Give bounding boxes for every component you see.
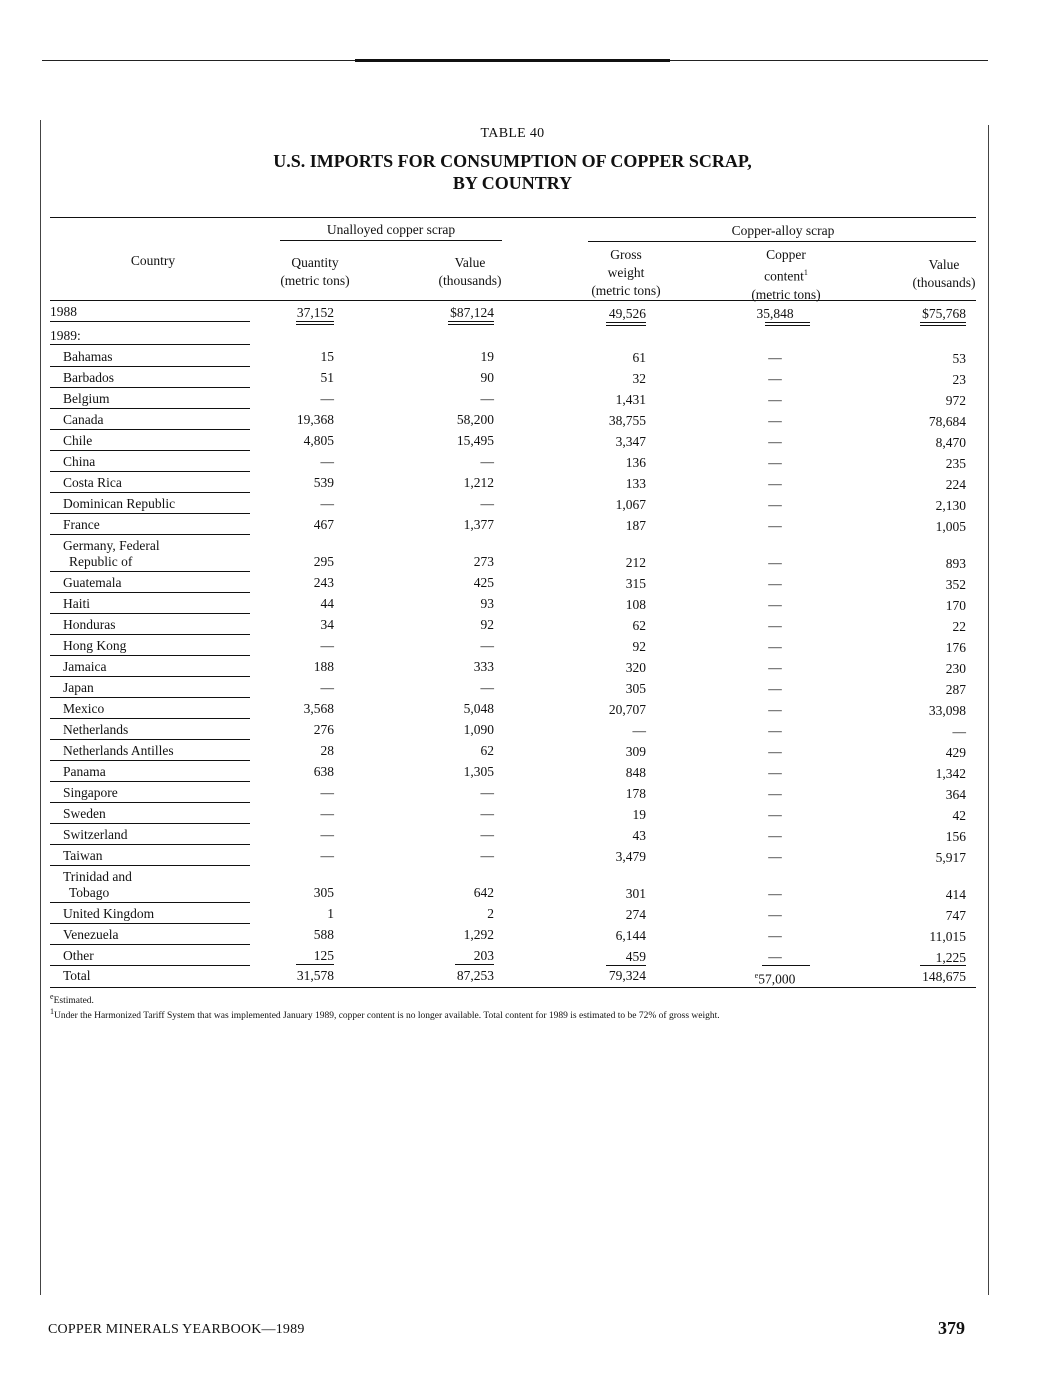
gross-weight-cell: 848 [625, 765, 646, 780]
alloy-group-header: Copper-alloy scrap [731, 223, 835, 238]
double-underline [606, 322, 646, 326]
copper-content-cell: — [768, 434, 782, 449]
gross-weight-cell: — [632, 723, 646, 738]
row-rule [50, 823, 250, 824]
country-name: Panama [63, 764, 106, 779]
copper-content-cell: — [768, 807, 782, 822]
quantity-cell: 34 [320, 617, 334, 632]
gross-weight-cell: 108 [625, 597, 646, 612]
country-name: Singapore [63, 785, 118, 800]
quantity-cell: — [320, 848, 334, 863]
quantity-header [265, 254, 365, 290]
row-rule [50, 408, 250, 409]
country-name: United Kingdom [63, 906, 155, 921]
total-label: Total [63, 968, 91, 983]
row-rule [50, 739, 250, 740]
gross-weight-cell: 32 [632, 371, 646, 386]
copper-content-cell: — [768, 618, 782, 633]
country-name: Netherlands Antilles [63, 743, 174, 758]
row-rule [50, 844, 250, 845]
country-name: Japan [63, 680, 94, 695]
quantity-cell: — [320, 827, 334, 842]
gross-weight-cell: 274 [625, 907, 646, 922]
country-name: China [63, 454, 96, 469]
copper-content-cell: — [768, 849, 782, 864]
footnote-estimated [50, 991, 94, 1007]
alloy-value-cell: 23 [952, 372, 966, 387]
copper-content-cell: — [768, 371, 782, 386]
copper-content-cell: — [768, 723, 782, 738]
quantity-cell: 125 [313, 948, 334, 963]
gross-weight-cell: 178 [625, 786, 646, 801]
total-content-value: 57,000 [758, 971, 796, 987]
country-name: Haiti [63, 596, 90, 611]
table-bottom-rule [50, 987, 976, 988]
value-cell: 1,377 [463, 517, 494, 532]
alloy-value-cell: 224 [945, 477, 966, 492]
alloy-value-cell: 414 [945, 887, 966, 902]
value-cell: 2 [487, 906, 494, 921]
alloy-group-rule [588, 241, 976, 242]
row-rule [50, 492, 250, 493]
row-1988-gross: 49,526 [608, 306, 646, 321]
alloy-value-cell: 156 [945, 829, 966, 844]
gross-weight-cell: 320 [625, 660, 646, 675]
alloy-value-cell: 8,470 [935, 435, 966, 450]
copper-content-cell: — [768, 786, 782, 801]
alloy-value-header [894, 256, 994, 292]
country-name: Netherlands [63, 722, 129, 737]
alloy-value-cell: 170 [945, 598, 966, 613]
alloy-value-cell: 33,098 [928, 703, 966, 718]
country-name: Hong Kong [63, 638, 127, 653]
alloy-value-cell: 11,015 [929, 929, 966, 944]
quantity-cell: 276 [313, 722, 334, 737]
country-name: Taiwan [63, 848, 103, 863]
country-name: Switzerland [63, 827, 128, 842]
alloy-value-cell: 78,684 [928, 414, 966, 429]
row-1988-label: 1988 [50, 304, 77, 319]
total-alloy-value: 148,675 [922, 969, 966, 984]
row-1988-content: 35,848 [756, 306, 794, 321]
total-gross: 79,324 [608, 968, 646, 983]
row-rule [50, 592, 250, 593]
country-name: Jamaica [63, 659, 107, 674]
value-cell: — [480, 785, 494, 800]
country-header: Country [130, 253, 176, 268]
alloy-value-cell: 42 [952, 808, 966, 823]
content-header-line2 [736, 264, 836, 286]
copper-content-cell: — [768, 518, 782, 533]
alloy-value-cell: 352 [945, 577, 966, 592]
value-cell: 1,090 [463, 722, 494, 737]
country-name: Other [63, 948, 94, 963]
alloy-value-cell: 1,225 [935, 950, 966, 965]
row-rule [50, 571, 250, 572]
alloy-value-cell: 972 [945, 393, 966, 408]
row-rule [50, 513, 250, 514]
unalloyed-group-rule [280, 240, 502, 241]
copper-content-cell: — [768, 597, 782, 612]
value-cell: — [480, 806, 494, 821]
value-cell: 1,292 [463, 927, 494, 942]
row-1988-quantity: 37,152 [296, 305, 334, 320]
gross-weight-cell: 3,347 [615, 434, 646, 449]
row-rule [50, 802, 250, 803]
value-header-line1: Value [454, 255, 486, 270]
row-rule [50, 902, 250, 903]
gross-weight-cell: 61 [632, 350, 646, 365]
row-rule [50, 718, 250, 719]
alloy-value-cell: 176 [945, 640, 966, 655]
alloy-value-cell: 230 [945, 661, 966, 676]
value-cell: 58,200 [456, 412, 494, 427]
row-rule [50, 366, 250, 367]
copper-content-cell: — [768, 639, 782, 654]
double-underline [765, 322, 810, 326]
estimated-mark: e [754, 971, 759, 980]
copper-content-cell: — [768, 350, 782, 365]
copper-content-cell: — [768, 576, 782, 591]
table-label: TABLE 40 [480, 126, 545, 141]
footnote-1-mark: 1 [50, 1007, 54, 1016]
double-underline [448, 321, 494, 325]
row-rule [50, 613, 250, 614]
right-margin-line [988, 125, 989, 1295]
country-name: Costa Rica [63, 475, 122, 490]
alloy-value-cell: 364 [945, 787, 966, 802]
quantity-cell: — [320, 806, 334, 821]
row-rule [50, 781, 250, 782]
copper-content-cell: — [768, 476, 782, 491]
quantity-header-line2: (metric tons) [280, 273, 350, 288]
value-cell: 90 [480, 370, 494, 385]
value-cell: 1,212 [463, 475, 494, 490]
alloy-value-cell: 5,917 [935, 850, 966, 865]
quantity-cell: — [320, 391, 334, 406]
double-underline [296, 321, 334, 325]
country-name: France [63, 517, 100, 532]
row-rule [50, 387, 250, 388]
alloy-value-cell: 2,130 [935, 498, 966, 513]
unalloyed-group-header: Unalloyed copper scrap [326, 222, 456, 237]
value-cell: 273 [473, 554, 494, 569]
publication-footer: COPPER MINERALS YEARBOOK—1989 [48, 1322, 305, 1337]
gross-weight-cell: 92 [632, 639, 646, 654]
year-1989-rule [50, 344, 250, 345]
copper-content-cell: — [768, 828, 782, 843]
value-cell: 92 [480, 617, 494, 632]
row-rule [50, 534, 250, 535]
quantity-cell: — [320, 785, 334, 800]
gross-weight-cell: 1,067 [615, 497, 646, 512]
copper-content-cell: — [768, 497, 782, 512]
value-cell: 5,048 [463, 701, 494, 716]
value-cell: — [480, 391, 494, 406]
row-rule [50, 676, 250, 677]
quantity-cell: 19,368 [296, 412, 334, 427]
gross-weight-cell: 38,755 [608, 413, 646, 428]
double-underline [920, 322, 966, 326]
row-rule [50, 965, 250, 966]
sum-rule [296, 964, 334, 965]
country-name: Guatemala [63, 575, 122, 590]
gross-weight-cell: 315 [625, 576, 646, 591]
alloy-value-header-line2: (thousands) [912, 275, 976, 290]
value-cell: — [480, 848, 494, 863]
country-name-continued: Republic of [69, 554, 133, 569]
top-rule-accent [355, 59, 670, 62]
country-name: Honduras [63, 617, 116, 632]
row-1988-rule [50, 321, 250, 322]
country-name: Bahamas [63, 349, 113, 364]
value-cell: 62 [480, 743, 494, 758]
title-line-2: BY COUNTRY [452, 173, 573, 193]
quantity-cell: — [320, 680, 334, 695]
content-header-line3: (metric tons) [751, 286, 821, 302]
year-1989-label: 1989: [50, 328, 81, 343]
value-cell: — [480, 496, 494, 511]
content-footnote-mark: 1 [803, 268, 808, 277]
country-name: Dominican Republic [63, 496, 176, 511]
gross-weight-cell: 1,431 [615, 392, 646, 407]
copper-content-cell: — [768, 681, 782, 696]
gross-weight-cell: 43 [632, 828, 646, 843]
row-rule [50, 944, 250, 945]
row-rule [50, 865, 250, 866]
value-cell: 15,495 [456, 433, 494, 448]
row-rule [50, 450, 250, 451]
footnote-1 [50, 1006, 720, 1022]
value-cell: 19 [480, 349, 494, 364]
value-cell: 333 [473, 659, 494, 674]
gross-weight-cell: 301 [625, 886, 646, 901]
quantity-cell: — [320, 638, 334, 653]
gross-weight-header [576, 246, 676, 300]
quantity-cell: 243 [313, 575, 334, 590]
gross-weight-cell: 133 [625, 476, 646, 491]
country-name: Sweden [63, 806, 106, 821]
gross-weight-cell: 459 [625, 949, 646, 964]
copper-content-cell: — [768, 886, 782, 901]
alloy-value-cell: — [952, 724, 966, 739]
value-cell: 203 [473, 948, 494, 963]
total-quantity: 31,578 [296, 968, 334, 983]
header-top-rule [50, 217, 976, 218]
quantity-cell: 539 [313, 475, 334, 490]
row-rule [50, 760, 250, 761]
content-header-line1: Copper [766, 247, 806, 262]
copper-content-cell: — [768, 455, 782, 470]
quantity-cell: — [320, 454, 334, 469]
alloy-value-cell: 287 [945, 682, 966, 697]
gross-header-line1: Gross [610, 247, 642, 262]
alloy-value-cell: 429 [945, 745, 966, 760]
page-number: 379 [938, 1318, 965, 1338]
copper-content-cell: — [768, 928, 782, 943]
value-cell: — [480, 827, 494, 842]
copper-content-cell: — [768, 555, 782, 570]
value-cell: — [480, 680, 494, 695]
row-rule [50, 429, 250, 430]
country-name: Barbados [63, 370, 114, 385]
gross-weight-cell: 6,144 [615, 928, 646, 943]
copper-content-cell: — [768, 392, 782, 407]
gross-header-line3: (metric tons) [591, 283, 661, 298]
sum-rule [762, 965, 810, 966]
quantity-cell: 44 [320, 596, 334, 611]
alloy-value-cell: 893 [945, 556, 966, 571]
footnote-1-text: Under the Harmonized Tariff System that was implemented January 1989, copper content is no longer available. Total content for 1989 is estimated to be 72% of gross weight. [54, 1011, 720, 1022]
quantity-cell: 467 [313, 517, 334, 532]
copper-content-cell: — [768, 744, 782, 759]
quantity-cell: 188 [313, 659, 334, 674]
row-1988-alloy-value: $75,768 [922, 306, 966, 321]
gross-weight-cell: 20,707 [608, 702, 646, 717]
gross-weight-cell: 305 [625, 681, 646, 696]
gross-weight-cell: 309 [625, 744, 646, 759]
copper-content-cell: — [768, 765, 782, 780]
footnote-estimated-text: Estimated. [53, 996, 94, 1007]
alloy-value-cell: 1,342 [935, 766, 966, 781]
alloy-value-header-line1: Value [928, 257, 960, 272]
left-margin-line [40, 120, 41, 1295]
content-header-word: content [764, 268, 804, 284]
total-value: 87,253 [456, 968, 494, 983]
quantity-cell: 51 [320, 370, 334, 385]
quantity-cell: 3,568 [303, 701, 334, 716]
alloy-value-cell: 235 [945, 456, 966, 471]
quantity-cell: 4,805 [303, 433, 334, 448]
country-name: Chile [63, 433, 93, 448]
country-name-continued: Tobago [69, 885, 110, 900]
quantity-cell: 305 [313, 885, 334, 900]
value-cell: 1,305 [463, 764, 494, 779]
value-cell: 425 [473, 575, 494, 590]
copper-content-cell: — [768, 702, 782, 717]
gross-header-line2: weight [607, 265, 645, 280]
gross-weight-cell: 187 [625, 518, 646, 533]
row-rule [50, 634, 250, 635]
alloy-value-cell: 22 [952, 619, 966, 634]
table-title [0, 150, 1025, 194]
row-rule [50, 697, 250, 698]
value-cell: — [480, 454, 494, 469]
value-cell: 642 [473, 885, 494, 900]
row-1988-value: $87,124 [450, 305, 494, 320]
quantity-cell: 15 [320, 349, 334, 364]
quantity-cell: 638 [313, 764, 334, 779]
row-rule [50, 655, 250, 656]
gross-weight-cell: 3,479 [615, 849, 646, 864]
value-header-line2: (thousands) [438, 273, 502, 288]
total-content [740, 968, 810, 988]
country-name: Germany, Federal [63, 538, 160, 553]
quantity-header-line1: Quantity [291, 255, 339, 270]
footnote-estimated-mark: e [50, 992, 54, 1001]
header-bottom-rule [50, 300, 976, 301]
value-cell: — [480, 638, 494, 653]
quantity-cell: 588 [313, 927, 334, 942]
alloy-value-cell: 747 [945, 908, 966, 923]
gross-weight-cell: 136 [625, 455, 646, 470]
copper-content-cell: — [768, 413, 782, 428]
sum-rule [920, 965, 966, 966]
gross-weight-cell: 212 [625, 555, 646, 570]
sum-rule [606, 965, 646, 966]
country-name: Mexico [63, 701, 105, 716]
country-name: Venezuela [63, 927, 119, 942]
row-rule [50, 923, 250, 924]
value-cell: 93 [480, 596, 494, 611]
copper-content-cell: — [768, 907, 782, 922]
country-name: Belgium [63, 391, 110, 406]
title-line-1: U.S. IMPORTS FOR CONSUMPTION OF COPPER SCRAP, [273, 151, 752, 171]
quantity-cell: 295 [313, 554, 334, 569]
sum-rule [455, 964, 494, 965]
gross-weight-cell: 19 [632, 807, 646, 822]
quantity-cell: 28 [320, 743, 334, 758]
country-name: Canada [63, 412, 104, 427]
copper-content-cell: — [768, 949, 782, 964]
alloy-value-cell: 1,005 [935, 519, 966, 534]
value-header [420, 254, 520, 290]
copper-content-cell: — [768, 660, 782, 675]
quantity-cell: — [320, 496, 334, 511]
country-name: Trinidad and [63, 869, 132, 884]
quantity-cell: 1 [327, 906, 334, 921]
row-rule [50, 471, 250, 472]
copper-content-header [736, 246, 836, 304]
alloy-value-cell: 53 [952, 351, 966, 366]
gross-weight-cell: 62 [632, 618, 646, 633]
